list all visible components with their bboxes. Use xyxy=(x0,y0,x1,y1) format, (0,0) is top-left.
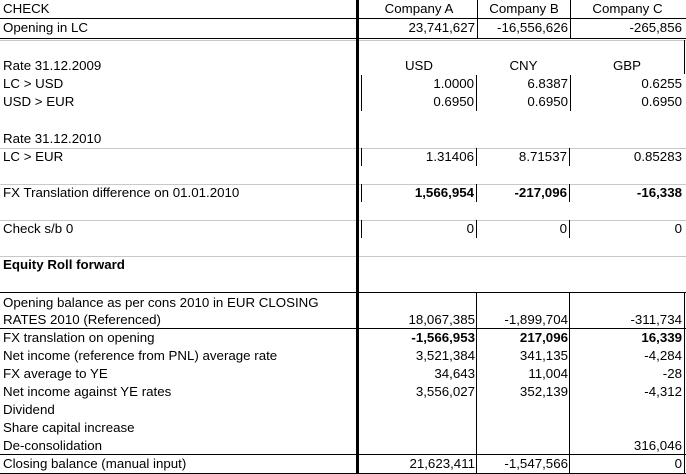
row-label: FX average to YE xyxy=(3,366,108,381)
row-label: Net income against YE rates xyxy=(3,384,172,399)
cell-company-a: 1,566,954 xyxy=(361,184,477,202)
cell-company-b: 217,096 xyxy=(519,330,568,345)
cell-company-b: -1,547,566 xyxy=(504,456,568,471)
cell-company-a: 1.31406 xyxy=(361,148,477,166)
section-heading: Equity Roll forward xyxy=(3,257,125,272)
row-label: Closing balance (manual input) xyxy=(3,456,187,471)
row-share-capital xyxy=(0,419,686,437)
row-label: Dividend xyxy=(3,402,55,417)
cell-company-c: 0 xyxy=(674,221,682,236)
row-label: USD > EUR xyxy=(3,94,75,109)
header-label: CHECK xyxy=(3,1,50,16)
cell-company-a: 0 xyxy=(361,220,477,238)
column-separator xyxy=(569,293,570,474)
gridline xyxy=(0,40,686,41)
border-line xyxy=(0,292,686,293)
header-company-c: Company C xyxy=(570,0,686,18)
row-label: LC > EUR xyxy=(3,149,64,164)
row-label: Check s/b 0 xyxy=(3,221,74,236)
border-line xyxy=(0,454,686,455)
header-row xyxy=(0,0,686,19)
cell-company-b: -16,556,626 xyxy=(477,19,570,38)
cell-company-c: -28 xyxy=(662,366,682,381)
currency-company-b: CNY xyxy=(509,58,538,73)
row-label: Opening in LC xyxy=(3,20,89,35)
cell-company-a: 34,643 xyxy=(434,366,475,381)
row-fx-average-ye xyxy=(0,365,686,383)
cell-company-c: 0.6255 xyxy=(570,75,686,93)
row-label: LC > USD xyxy=(3,76,64,91)
row-label: Rate 31.12.2009 xyxy=(3,58,102,73)
currency-company-c: GBP xyxy=(612,58,642,73)
row-fx-translation-diff xyxy=(0,184,686,202)
row-closing-balance xyxy=(0,455,686,473)
cell-company-c: -4,312 xyxy=(644,384,682,399)
column-separator xyxy=(684,40,685,74)
cell-company-b: 341,135 xyxy=(519,348,568,363)
currency-company-a: USD xyxy=(404,58,434,73)
cell-company-b: 11,004 xyxy=(528,366,568,381)
row-rate-2010 xyxy=(0,130,686,148)
cell-company-b: -1,899,704 xyxy=(504,312,568,327)
row-opening-balance xyxy=(0,293,686,329)
row-label: Net income (reference from PNL) average rate xyxy=(3,348,278,363)
column-separator xyxy=(476,293,477,474)
border-line xyxy=(0,328,686,329)
cell-company-a: 21,623,411 xyxy=(409,456,475,471)
row-label: Rate 31.12.2010 xyxy=(3,131,102,146)
cell-company-c: -16,338 xyxy=(636,185,682,200)
cell-company-b: 8.71537 xyxy=(477,148,570,166)
cell-company-a: 1.0000 xyxy=(361,75,477,93)
row-net-income-ye xyxy=(0,383,686,401)
cell-company-c: 16,339 xyxy=(641,330,682,345)
header-company-b: Company B xyxy=(477,0,570,18)
cell-company-c: 0 xyxy=(674,456,682,471)
row-lc-eur xyxy=(0,148,686,166)
cell-company-c: -265,856 xyxy=(570,19,686,38)
row-net-income-avg xyxy=(0,347,686,365)
cell-company-a: 18,067,385 xyxy=(408,312,475,327)
row-opening-lc xyxy=(0,19,686,39)
cell-company-a: 23,741,627 xyxy=(408,20,475,35)
cell-company-b: 0.6950 xyxy=(527,94,568,109)
column-separator-thick xyxy=(356,0,359,474)
cell-company-c: 0.85283 xyxy=(633,149,682,164)
row-deconsolidation xyxy=(0,437,686,455)
column-separator xyxy=(684,293,685,474)
cell-company-c: -311,734 xyxy=(630,312,682,327)
cell-company-a: 3,556,027 xyxy=(415,384,475,399)
cell-company-b: 0 xyxy=(477,220,570,238)
cell-company-a: 3,521,384 xyxy=(415,348,475,363)
row-label: FX Translation difference on 01.01.2010 xyxy=(3,185,240,200)
row-lc-usd xyxy=(0,75,686,93)
row-fx-translation-opening xyxy=(0,329,686,347)
row-label: Share capital increase xyxy=(3,420,135,435)
row-label: Opening balance as per cons 2010 in EUR CLOSING RATES 2010 (Referenced) xyxy=(3,295,319,327)
row-dividend xyxy=(0,401,686,419)
cell-company-b: 6.8387 xyxy=(527,76,568,91)
cell-company-a: -1,566,953 xyxy=(411,330,475,345)
row-rate-2009 xyxy=(0,57,686,75)
row-usd-eur xyxy=(0,93,686,111)
cell-company-a: 0.6950 xyxy=(361,93,477,111)
row-label: De-consolidation xyxy=(3,438,103,453)
row-label: FX translation on opening xyxy=(3,330,155,345)
cell-company-c: 0.6950 xyxy=(570,93,686,111)
row-check xyxy=(0,220,686,238)
cell-company-b: -217,096 xyxy=(477,184,570,202)
row-equity-roll-forward xyxy=(0,256,686,274)
cell-company-c: -4,284 xyxy=(644,348,682,363)
cell-company-b: 352,139 xyxy=(519,384,568,399)
header-company-a: Company A xyxy=(384,1,454,16)
cell-company-c: 316,046 xyxy=(633,438,682,453)
